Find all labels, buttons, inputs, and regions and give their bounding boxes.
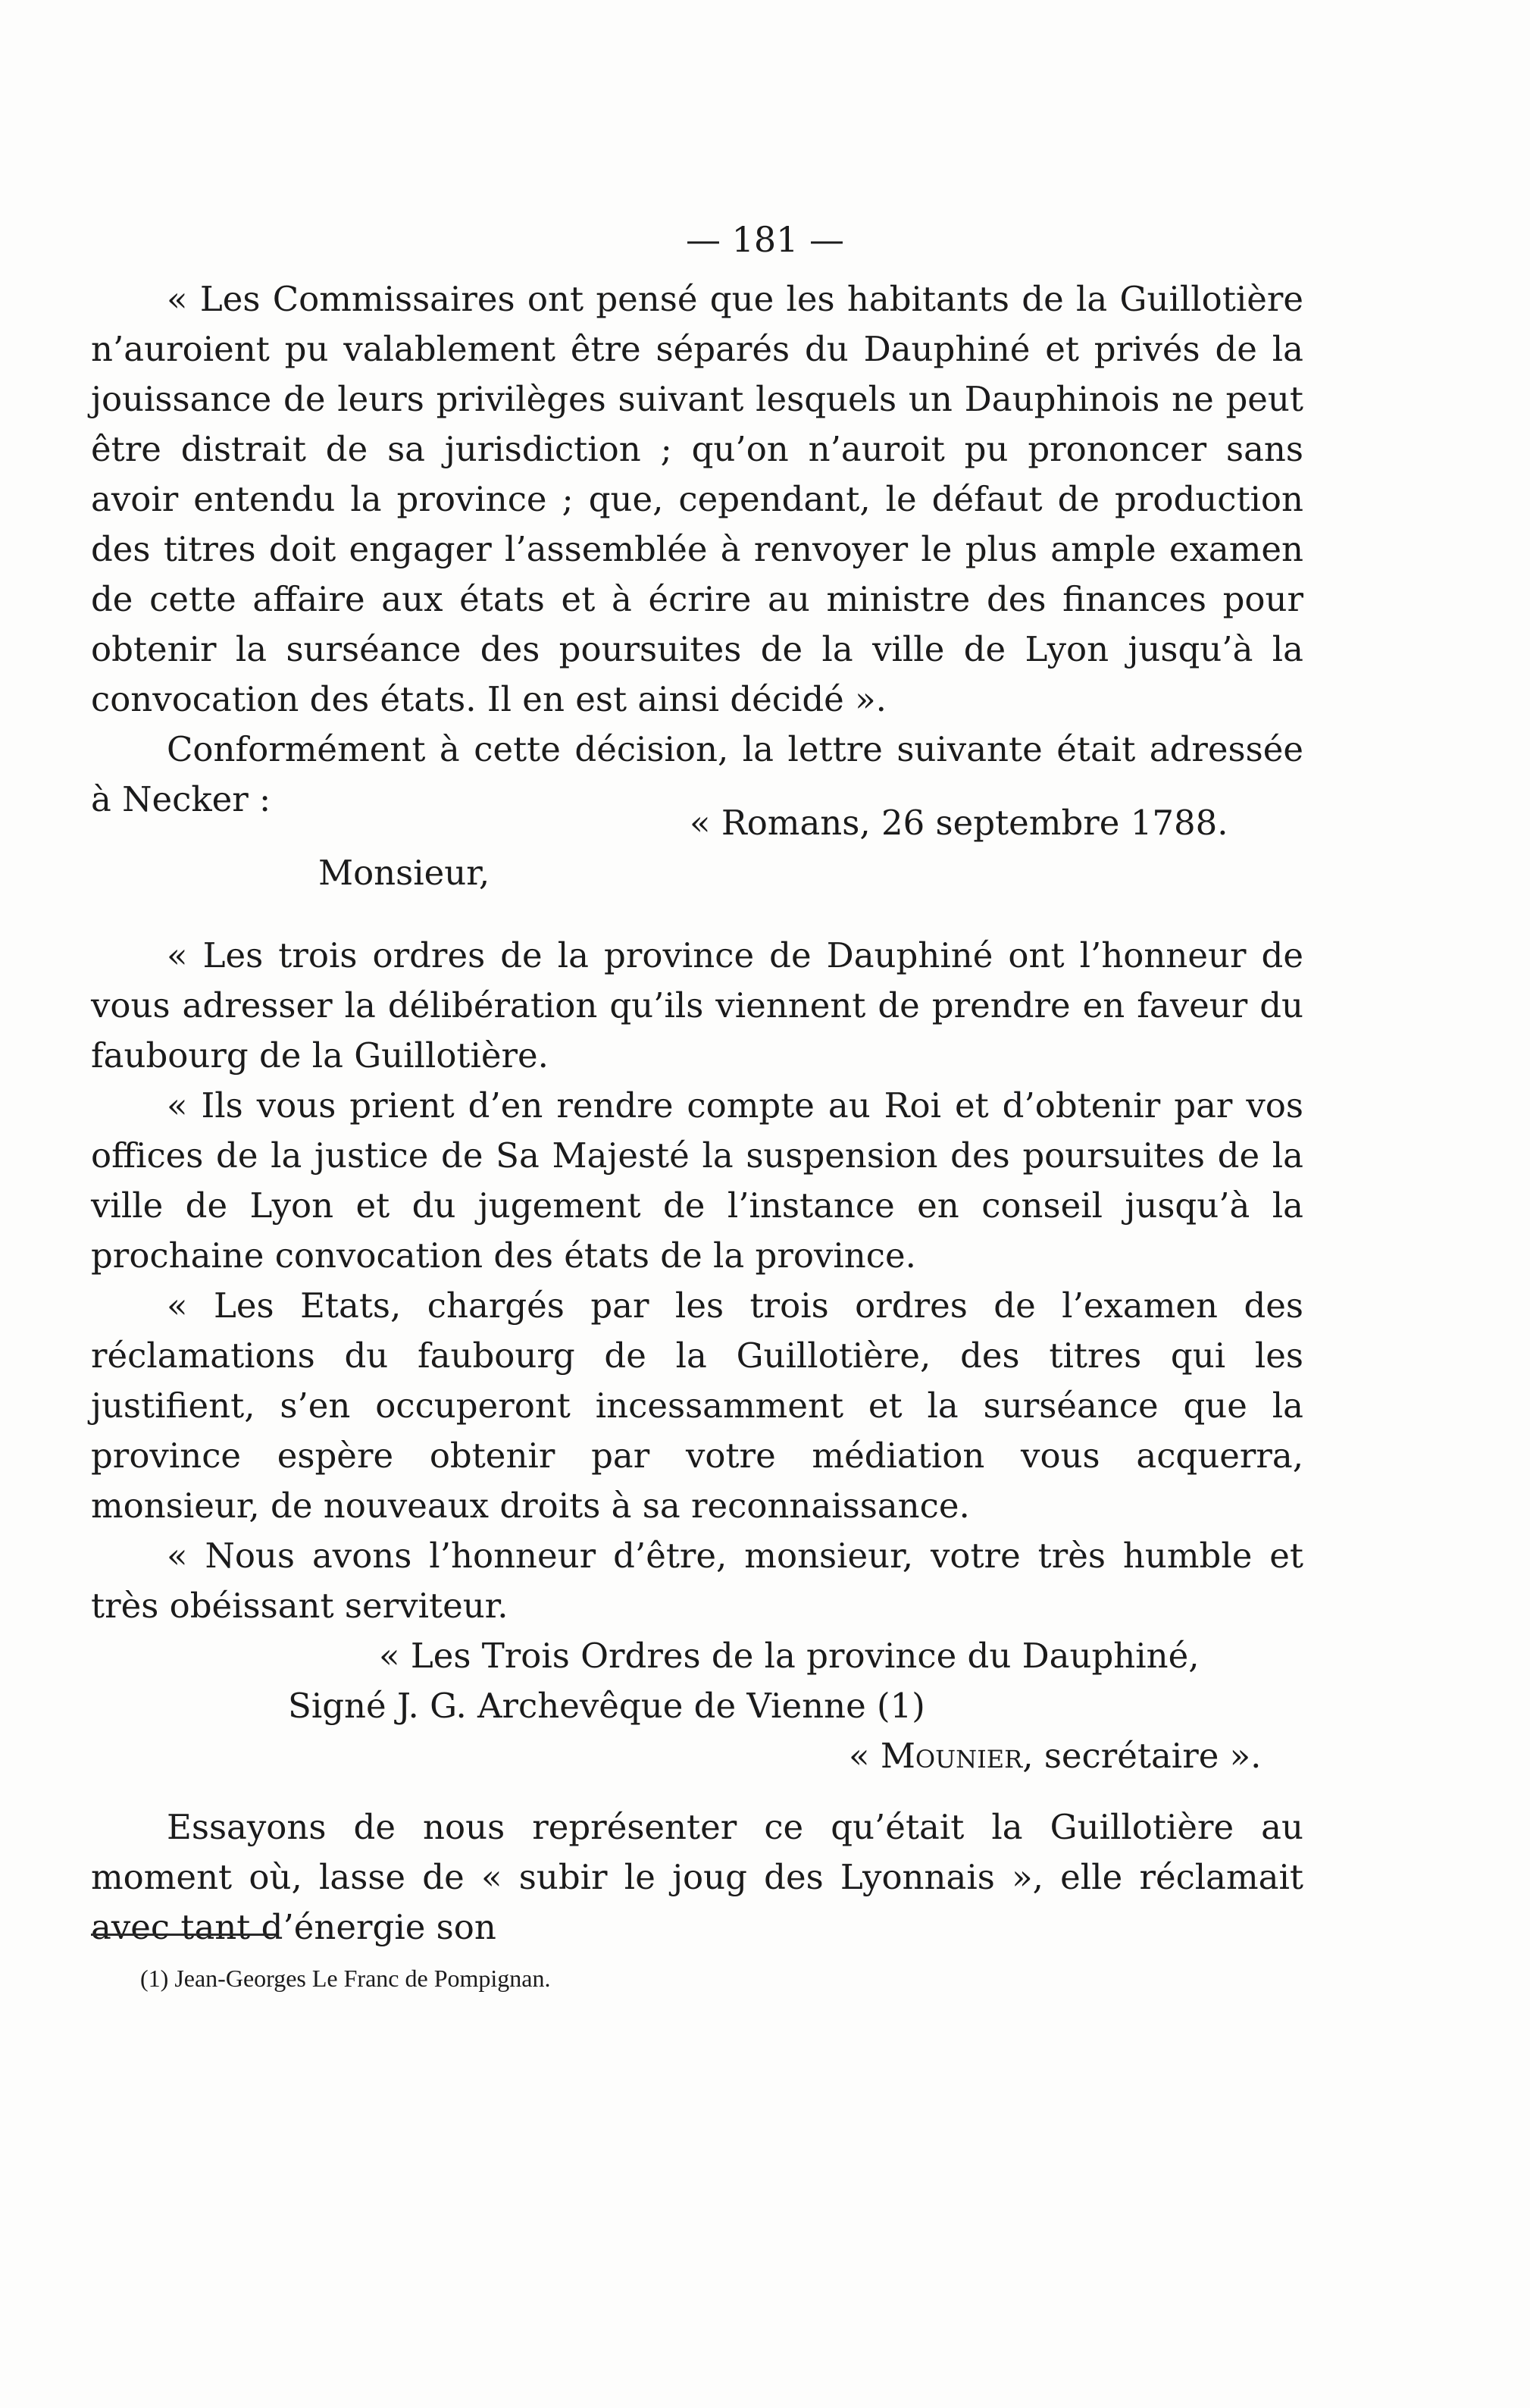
paragraph-essayons: Essayons de nous représenter ce qu’était la Guillotière au moment où, lasse de « subir le joug des Lyonnais », elle réclamait avec tant d’énergie son bbox=[91, 1807, 1303, 1947]
page-number: — 181 — bbox=[685, 219, 845, 260]
paragraph-commissaires: « Les Commissaires ont pensé que les habitants de la Guillotière n’auroient pu valablement être séparés du Dauphiné et privés de la jouissance de leurs privilèges suivant lesquels un Dauphinois ne peut être distrait de sa jurisdiction ; qu’on n’auroit pu prononcer sans avoir entendu la province ; que, cependant, le défaut de production des titres doit engager l’assemblée à renvoyer le plus ample examen de cette affaire aux états et à écrire au ministre des finances pour obtenir la surséance des poursuites de la ville de Lyon jusqu’à la convocation des états. Il en est ainsi décidé ». bbox=[91, 279, 1303, 719]
letter-signature-2: Signé J. G. Archevêque de Vienne (1) bbox=[288, 1686, 925, 1726]
body-text-top bbox=[91, 274, 1303, 825]
letter-paragraph-4: « Nous avons l’honneur d’être, monsieur, votre très humble et très obéissant serviteur. bbox=[91, 1536, 1303, 1626]
signature-role: , secrétaire ». bbox=[1022, 1736, 1262, 1776]
letter-dateline: « Romans, 26 septembre 1788. bbox=[690, 803, 1228, 843]
signature-name: Mounier bbox=[880, 1736, 1023, 1776]
letter-paragraph-3: « Les Etats, chargés par les trois ordres de l’examen des réclamations du faubourg de la Guillotière, des titres qui les justifient, s’en occuperont incessamment et la surséance que la province espère obtenir par votre médiation vous acquerra, monsieur, de nouveaux droits à sa reconnaissance. bbox=[91, 1285, 1303, 1526]
letter-body bbox=[91, 931, 1303, 1781]
letter-salutation: Monsieur, bbox=[318, 853, 490, 893]
letter-paragraph-2: « Ils vous prient d’en rendre compte au Roi et d’obtenir par vos offices de la justice de Sa Majesté la suspension des poursuites de la ville de Lyon et du jugement de l’instance en conseil jusqu’à la prochaine convocation des états de la province. bbox=[91, 1085, 1303, 1276]
letter-paragraph-1: « Les trois ordres de la province de Dauphiné ont l’honneur de vous adresser la délibération qu’ils viennent de prendre en faveur du faubourg de la Guillotière. bbox=[91, 935, 1303, 1076]
footnote-rule bbox=[91, 1934, 277, 1936]
signature-open-quote: « bbox=[849, 1736, 881, 1776]
letter-signature-3 bbox=[91, 1731, 1303, 1781]
paragraph-conformement: Conformément à cette décision, la lettre suivante était adressée à Necker : bbox=[91, 729, 1303, 819]
letter-header bbox=[91, 798, 1303, 898]
letter-signature-1: « Les Trois Ordres de la province du Dauphiné, bbox=[379, 1636, 1200, 1676]
footnote: (1) Jean-Georges Le Franc de Pompignan. bbox=[140, 1965, 551, 1992]
body-text-bottom bbox=[91, 1802, 1303, 1952]
